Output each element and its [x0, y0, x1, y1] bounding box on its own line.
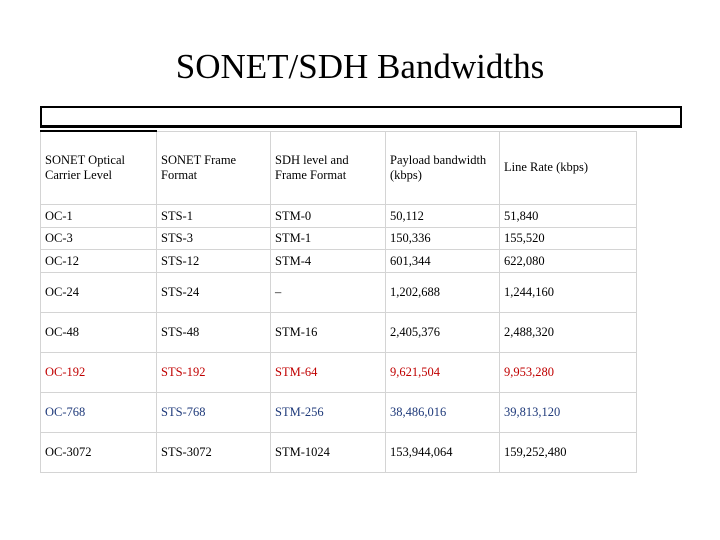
table-row — [41, 313, 637, 353]
cell-sdh-level: STM-256 — [271, 393, 386, 433]
cell-sonet-frame: STS-24 — [157, 273, 271, 313]
header-sdh-level: SDH level and Frame Format — [271, 131, 386, 205]
cell-oc-level: OC-1 — [41, 205, 157, 228]
cell-payload-bandwidth: 38,486,016 — [386, 393, 500, 433]
cell-sdh-level: STM-0 — [271, 205, 386, 228]
cell-sonet-frame: STS-12 — [157, 250, 271, 273]
table-row — [41, 273, 637, 313]
table-row — [41, 353, 637, 393]
cell-oc-level: OC-24 — [41, 273, 157, 313]
table-row — [41, 228, 637, 250]
slide-title: SONET/SDH Bandwidths — [175, 47, 545, 86]
cell-sdh-level: STM-1024 — [271, 433, 386, 473]
cell-sdh-level: – — [271, 273, 386, 313]
cell-sonet-frame: STS-1 — [157, 205, 271, 228]
cell-line-rate: 39,813,120 — [500, 393, 637, 433]
cell-line-rate: 51,840 — [500, 205, 637, 228]
cell-sdh-level: STM-64 — [271, 353, 386, 393]
table-row — [41, 433, 637, 473]
cell-oc-level: OC-192 — [41, 353, 157, 393]
cell-oc-level: OC-3072 — [41, 433, 157, 473]
cell-payload-bandwidth: 153,944,064 — [386, 433, 500, 473]
header-oc-level: SONET Optical Carrier Level — [41, 131, 157, 205]
header-sonet-frame: SONET Frame Format — [157, 131, 271, 205]
cell-line-rate: 622,080 — [500, 250, 637, 273]
cell-line-rate: 155,520 — [500, 228, 637, 250]
cell-sonet-frame: STS-768 — [157, 393, 271, 433]
cell-line-rate: 159,252,480 — [500, 433, 637, 473]
table-top-bar — [40, 106, 682, 128]
bandwidth-table — [40, 130, 637, 473]
cell-line-rate: 2,488,320 — [500, 313, 637, 353]
cell-oc-level: OC-3 — [41, 228, 157, 250]
cell-sonet-frame: STS-192 — [157, 353, 271, 393]
cell-oc-level: OC-12 — [41, 250, 157, 273]
cell-sdh-level: STM-1 — [271, 228, 386, 250]
cell-line-rate: 1,244,160 — [500, 273, 637, 313]
header-payload-bandwidth: Payload bandwidth (kbps) — [386, 131, 500, 205]
cell-payload-bandwidth: 2,405,376 — [386, 313, 500, 353]
table-row — [41, 205, 637, 228]
table-body — [41, 205, 637, 473]
cell-payload-bandwidth: 601,344 — [386, 250, 500, 273]
cell-payload-bandwidth: 1,202,688 — [386, 273, 500, 313]
cell-oc-level: OC-768 — [41, 393, 157, 433]
cell-oc-level: OC-48 — [41, 313, 157, 353]
table-row — [41, 250, 637, 273]
cell-sdh-level: STM-16 — [271, 313, 386, 353]
table-header-row — [41, 131, 637, 205]
cell-sonet-frame: STS-3072 — [157, 433, 271, 473]
cell-payload-bandwidth: 9,621,504 — [386, 353, 500, 393]
table-row — [41, 393, 637, 433]
cell-line-rate: 9,953,280 — [500, 353, 637, 393]
cell-payload-bandwidth: 150,336 — [386, 228, 500, 250]
header-line-rate: Line Rate (kbps) — [500, 131, 637, 205]
cell-sonet-frame: STS-48 — [157, 313, 271, 353]
cell-sdh-level: STM-4 — [271, 250, 386, 273]
cell-sonet-frame: STS-3 — [157, 228, 271, 250]
cell-payload-bandwidth: 50,112 — [386, 205, 500, 228]
